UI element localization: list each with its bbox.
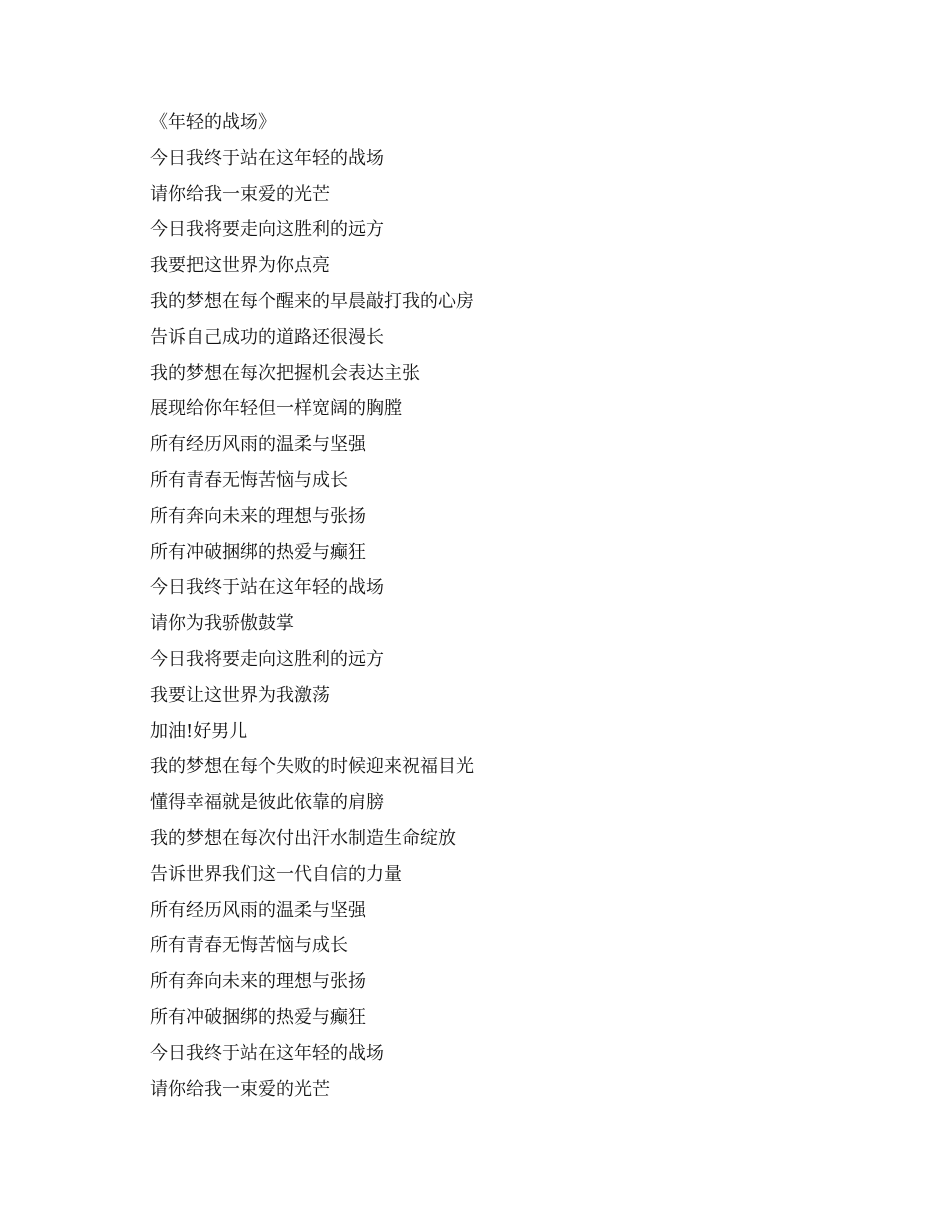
lyric-line: 我要让这世界为我激荡 — [150, 684, 330, 706]
song-title: 《年轻的战场》 — [150, 112, 276, 133]
lyric-line: 展现给你年轻但一样宽阔的胸膛 — [150, 398, 402, 420]
lyric-line: 所有奔向未来的理想与张扬 — [150, 971, 366, 993]
lyric-line: 我的梦想在每个失败的时候迎来祝福目光 — [150, 756, 474, 778]
lyric-line: 所有奔向未来的理想与张扬 — [150, 505, 366, 527]
lyric-line: 所有冲破捆绑的热爱与癫狂 — [150, 541, 366, 563]
lyric-line: 所有青春无悔苦恼与成长 — [150, 469, 348, 491]
lyric-line: 加油!好男儿 — [150, 720, 248, 742]
lyrics-text — [150, 108, 474, 1110]
lyric-line: 今日我终于站在这年轻的战场 — [150, 1042, 384, 1064]
lyric-line: 所有冲破捆绑的热爱与癫狂 — [150, 1006, 366, 1028]
lyric-line: 请你给我一束爱的光芒 — [150, 1078, 330, 1100]
lyric-line: 所有经历风雨的温柔与坚强 — [150, 434, 366, 456]
lyric-line: 请你为我骄傲鼓掌 — [150, 613, 294, 635]
lyric-line: 我要把这世界为你点亮 — [150, 255, 330, 277]
lyric-line: 今日我终于站在这年轻的战场 — [150, 577, 384, 599]
lyric-line: 今日我终于站在这年轻的战场 — [150, 147, 384, 169]
lyric-line: 我的梦想在每次付出汗水制造生命绽放 — [150, 827, 456, 849]
lyric-line: 我的梦想在每次把握机会表达主张 — [150, 362, 420, 384]
lyric-line: 懂得幸福就是彼此依靠的肩膀 — [150, 792, 384, 814]
lyric-line: 请你给我一束爱的光芒 — [150, 183, 330, 205]
lyric-line: 所有青春无悔苦恼与成长 — [150, 935, 348, 957]
lyric-line: 今日我将要走向这胜利的远方 — [150, 648, 384, 670]
lyric-line: 告诉世界我们这一代自信的力量 — [150, 863, 402, 885]
lyric-line: 所有经历风雨的温柔与坚强 — [150, 899, 366, 921]
lyric-line: 告诉自己成功的道路还很漫长 — [150, 326, 384, 348]
lyric-line: 今日我将要走向这胜利的远方 — [150, 219, 384, 241]
lyric-line: 我的梦想在每个醒来的早晨敲打我的心房 — [150, 290, 474, 312]
